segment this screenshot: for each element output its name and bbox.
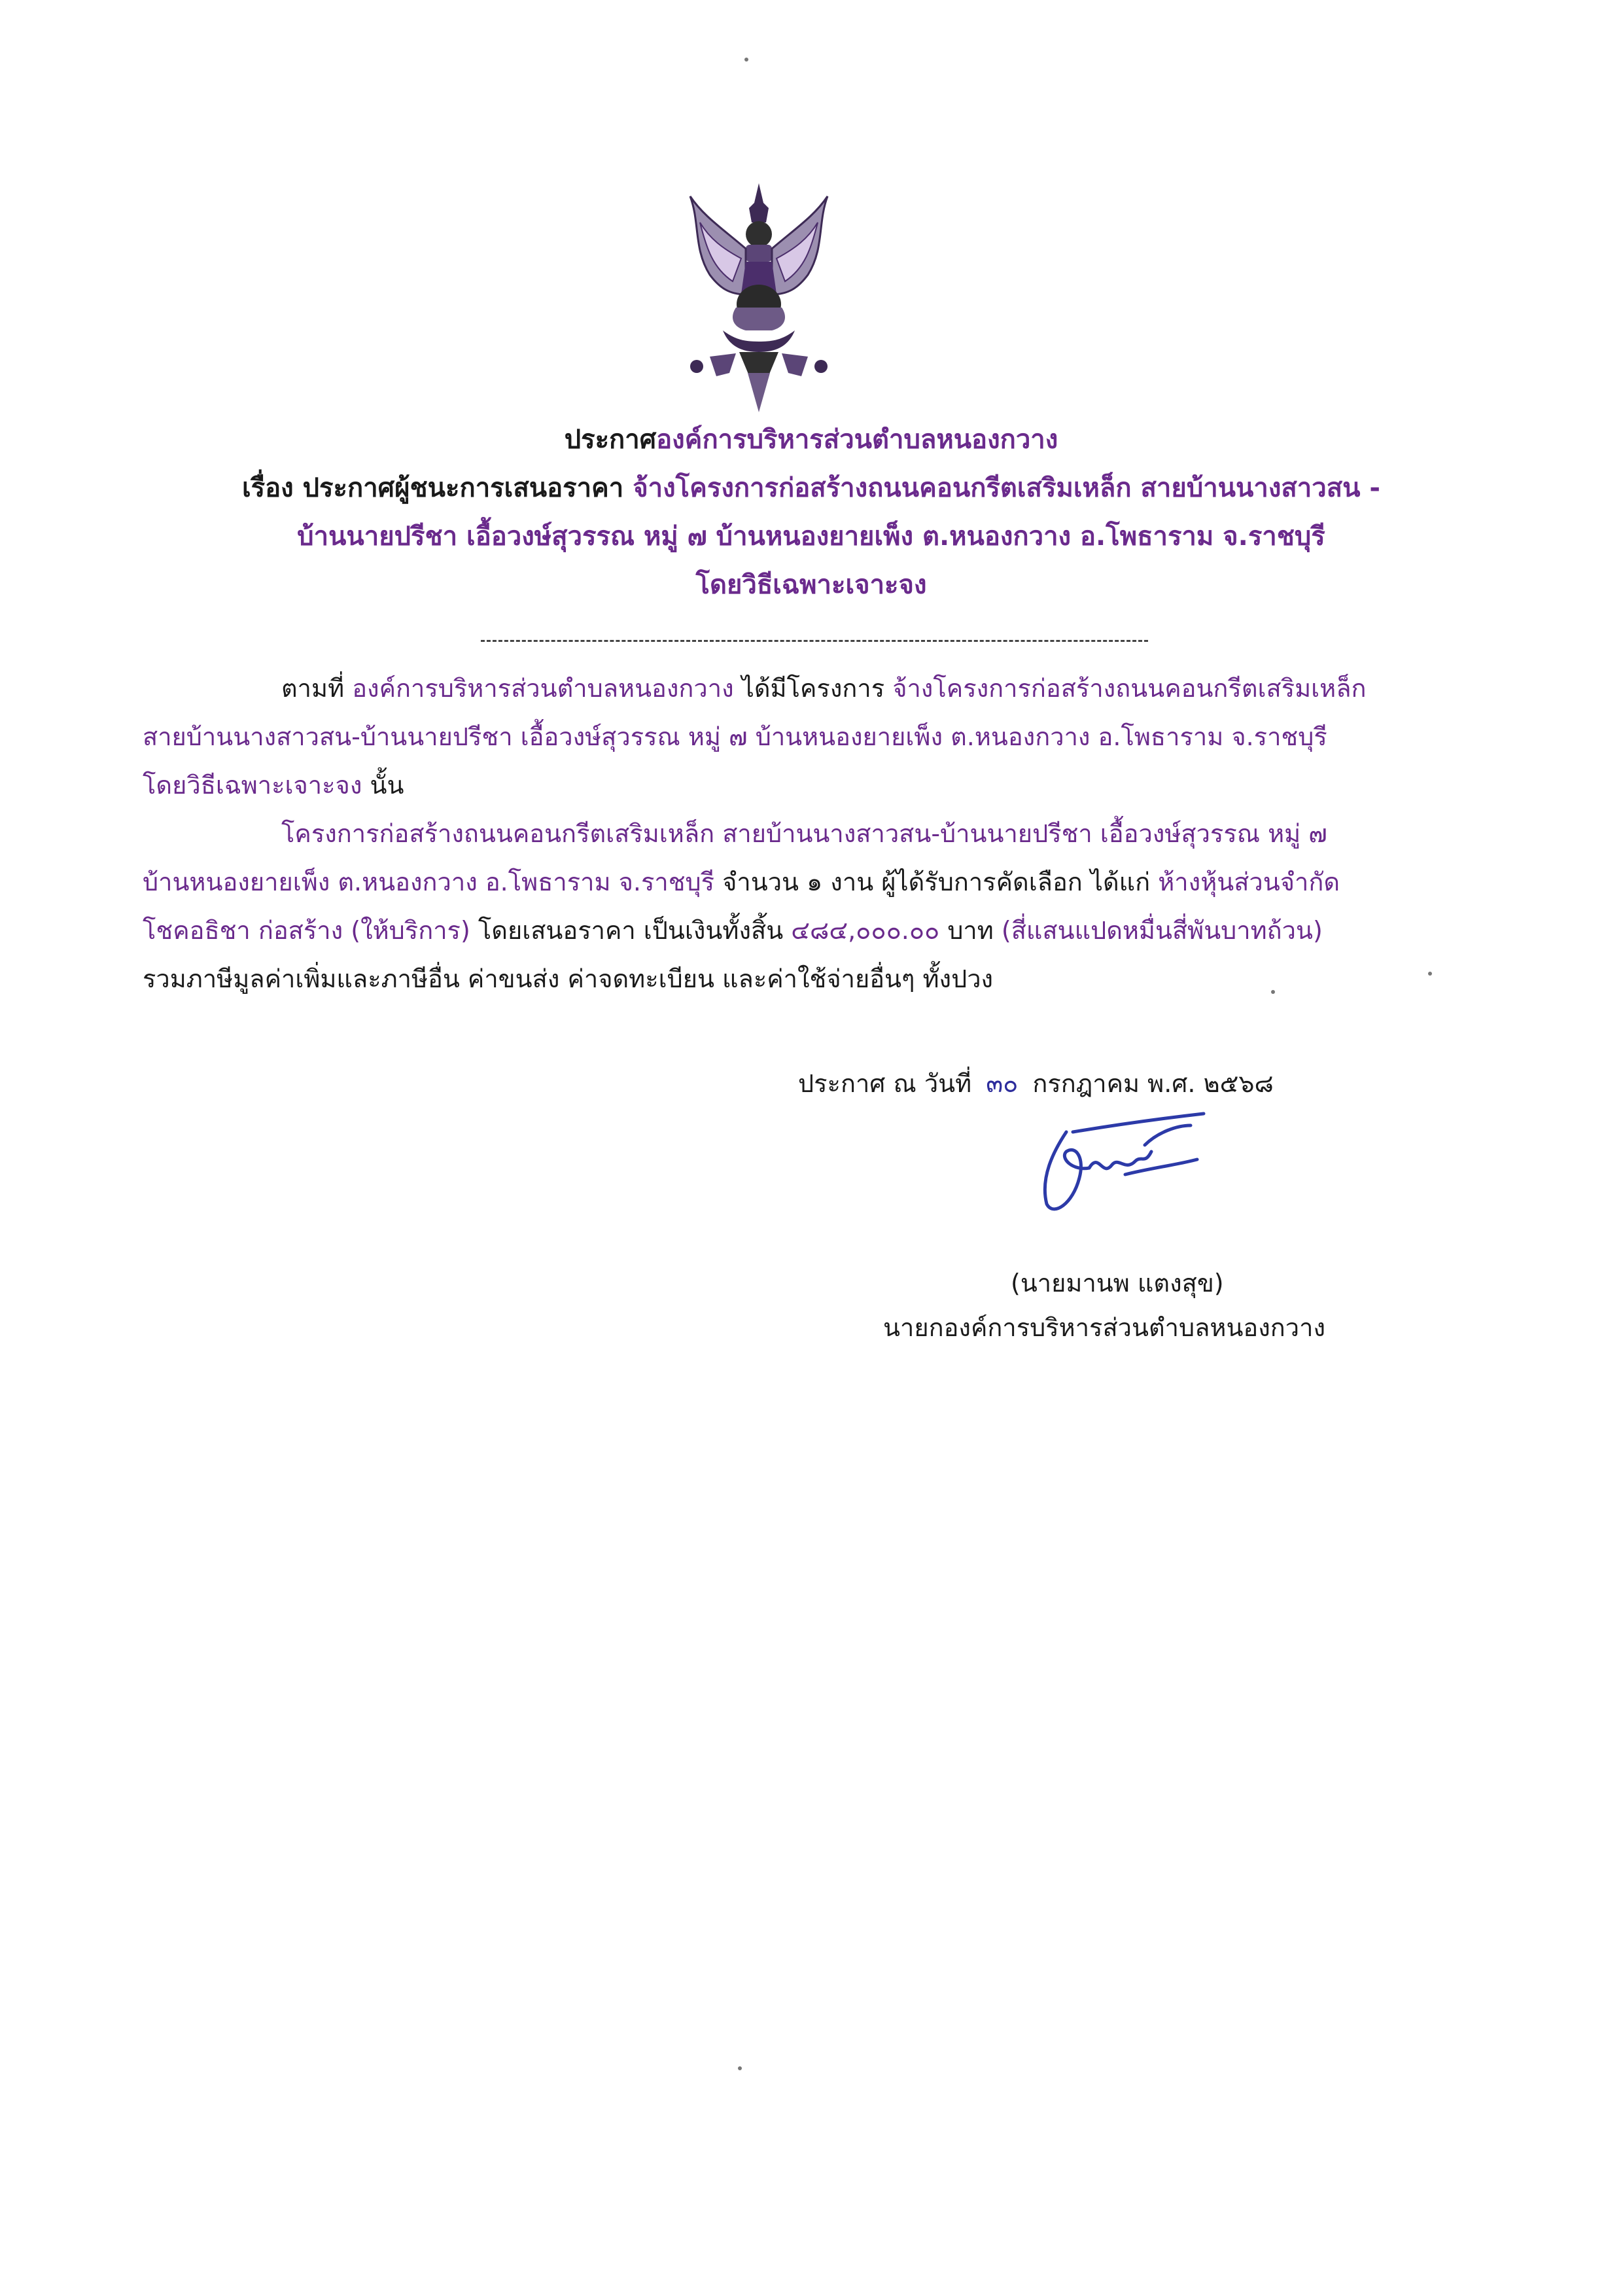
announcement-date: ประกาศ ณ วันที่ ๓๐ กรกฎาคม พ.ศ. ๒๕๖๘ — [798, 1069, 1274, 1098]
date-day: ๓๐ — [986, 1069, 1019, 1098]
signer-name: (นายมานพ แตงสุข) — [1011, 1269, 1224, 1298]
paragraph2-line3: โชคอธิชา ก่อสร้าง (ให้บริการ) โดยเสนอราคา เป็นเงินทั้งสิ้น ๔๘๔,๐๐๐.๐๐ บาท (สี่แสนแปดหมื่นสี่พันบาทถ้วน) — [143, 916, 1323, 945]
handwritten-signature-icon — [1027, 1106, 1217, 1224]
body-text — [143, 664, 1471, 1003]
divider-line — [481, 640, 1148, 642]
garuda-emblem-icon — [684, 177, 834, 419]
paragraph1-line2: สายบ้านนางสาวสน-บ้านนายปรีชา เอื้อวงษ์สุวรรณ หมู่ ๗ บ้านหนองยายเพ็ง ต.หนองกวาง อ.โพธาราม จ.ราชบุรี — [143, 722, 1327, 751]
location-line: บ้านนายปรีชา เอื้อวงษ์สุวรรณ หมู่ ๗ บ้านหนองยายเพ็ง ต.หนองกวาง อ.โพธาราม จ.ราชบุรี — [297, 521, 1325, 552]
scan-speck — [744, 58, 748, 62]
method-line: โดยวิธีเฉพาะเจาะจง — [695, 570, 927, 600]
signer-position: นายกองค์การบริหารส่วนตำบลหนองกวาง — [883, 1313, 1326, 1342]
scan-speck — [738, 2066, 742, 2070]
scan-speck — [1271, 990, 1275, 994]
paragraph1-line1: ตามที่ องค์การบริหารส่วนตำบลหนองกวาง ได้มีโครงการ จ้างโครงการก่อสร้างถนนคอนกรีตเสริมเหล็ก — [281, 674, 1367, 703]
scan-speck — [1428, 972, 1432, 976]
title-block — [157, 415, 1465, 609]
paragraph1-line3: โดยวิธีเฉพาะเจาะจง นั้น — [143, 771, 404, 800]
paragraph2-line1: โครงการก่อสร้างถนนคอนกรีตเสริมเหล็ก สายบ้านนางสาวสน-บ้านนายปรีชา เอื้อวงษ์สุวรรณ หมู่ ๗ — [281, 819, 1327, 848]
org-line: ประกาศองค์การบริหารส่วนตำบลหนองกวาง — [564, 425, 1058, 455]
paragraph2-line4: รวมภาษีมูลค่าเพิ่มและภาษีอื่น ค่าขนส่ง ค่าจดทะเบียน และค่าใช้จ่ายอื่นๆ ทั้งปวง — [143, 964, 994, 993]
subject-line: เรื่อง ประกาศผู้ชนะการเสนอราคา จ้างโครงการก่อสร้างถนนคอนกรีตเสริมเหล็ก สายบ้านนางสาวสน - — [242, 473, 1380, 503]
paragraph2-line2: บ้านหนองยายเพ็ง ต.หนองกวาง อ.โพธาราม จ.ราชบุรี จำนวน ๑ งาน ผู้ได้รับการคัดเลือก ได้แก่ ห้างหุ้นส่วนจำกัด — [143, 868, 1340, 896]
